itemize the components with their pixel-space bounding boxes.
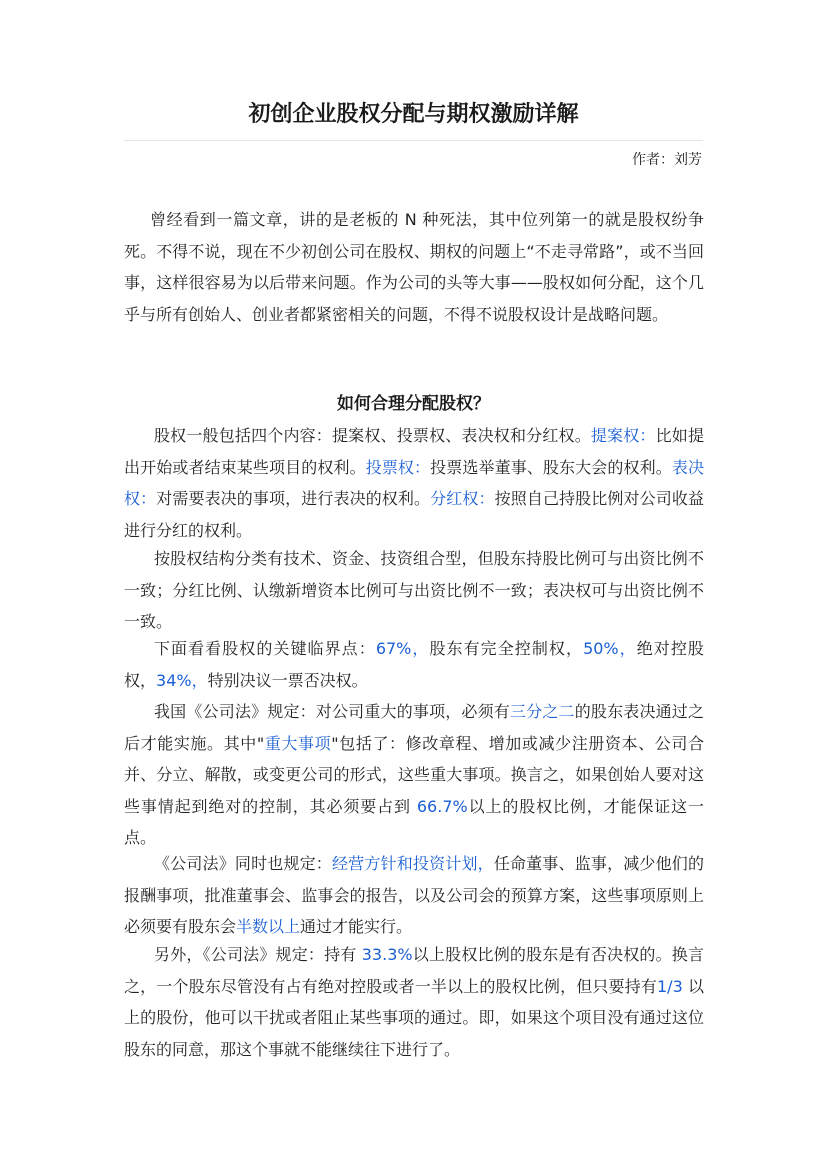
text-run: 下面看看股权的关键临界点： [154,639,376,658]
text-run: 以上的股份，他可以干扰或者阻止某些事项的通过。即，如果这个项目没有通过这位股东的同意，那这个事就不能继续往下进行了。 [124,976,704,1059]
paragraph-company-law-major [124,696,704,854]
highlight-term: 33.3% [356,945,413,964]
section-heading: 如何合理分配股权？ [337,394,490,414]
highlight-term: 重大事项 [264,733,332,753]
text-run: "包括了：修改章程、增加或减少注册资本、公司合并、分立、解散，或变更公司的形式，这些重大事项。换言之，如果创始人要对这些事情起到绝对的控制，其必须要占到 [124,733,704,816]
text-run: 股权一般包括四个内容：提案权、投票权、表决权和分红权。 [154,426,591,445]
highlight-term: 67%， [375,639,430,658]
highlight-term: 分红权： [430,489,495,508]
text-run: 的股东表决通过之后才能实施。其中" [124,702,704,753]
text-run: 对需要表决的事项，进行表决的权利。 [156,489,431,508]
document-title: 初创企业股权分配与期权激励详解 [248,102,579,127]
highlight-term: 提案权： [590,426,656,445]
text-run: 按照自己持股比例对公司收益进行分红的权利。 [124,489,704,540]
text-run: 投票选举董事、股东大会的权利。 [430,457,672,477]
text-run: 股东有完全控制权， [429,639,584,658]
highlight-term: 66.7% [410,796,468,816]
text-run: 绝对控股权， [124,639,704,690]
highlight-term: 投票权： [365,457,431,477]
author-line: 作者：刘芳 [632,152,702,168]
text-run: 《公司法》同时也规定： [154,854,332,873]
paragraph-equity-contents [124,420,704,546]
highlight-term: 三分之二 [509,702,575,721]
text-run: 任命董事、监事，减少他们的报酬事项，批准董事会、监事会的报告，以及公司会的预算方案，这些事项原则上必须要有股东会 [124,854,704,936]
highlight-term: 经营方针和投资计划， [332,854,494,873]
highlight-term: 1/3 [657,976,683,996]
paragraph-thresholds [124,633,704,696]
highlight-term: 50%， [583,639,637,658]
highlight-term: 半数以上 [236,917,301,936]
text-run: 比如提出开始或者结束某些项目的权利。 [124,426,704,477]
title-divider [124,140,703,141]
paragraph-equity-structure: 按股权结构分类有技术、资金、技资组合型，但股东持股比例可与出资比例不一致；分红比例、认缴新增资本比例可与出资比例不一致；表决权可与出资比例不一致。 [124,549,704,631]
highlight-term: 34%， [156,670,208,690]
text-run: 通过才能实行。 [300,917,413,936]
paragraph-veto-right [124,939,704,1065]
highlight-term: 表决权： [124,457,704,508]
text-run: 另外，《公司法》规定：持有 [154,945,357,964]
paragraph-company-law-majority [124,848,704,943]
text-run: 以上股权比例的股东是有否决权的。换言之，一个股东尽管没有占有绝对控股或者一半以上的股权比例，但只要持有 [124,945,704,996]
text-run: 特别决议一票否决权。 [207,670,368,690]
intro-paragraph: 曾经看到一篇文章，讲的是老板的 N 种死法，其中位列第一的就是股权纷争死。不得不说，现在不少初创公司在股权、期权的问题上“不走寻常路”，或不当回事，这样很容易为以后带来问题。作为公司的头等大事——股权如何分配，这个几乎与所有创始人、创业者都紧密相关的问题，不得不说股权设计是战略问题。 [124,210,704,324]
text-run: 我国《公司法》规定：对公司重大的事项，必须有 [154,702,510,721]
text-run: 以上的股权比例，才能保证这一点。 [124,796,704,847]
